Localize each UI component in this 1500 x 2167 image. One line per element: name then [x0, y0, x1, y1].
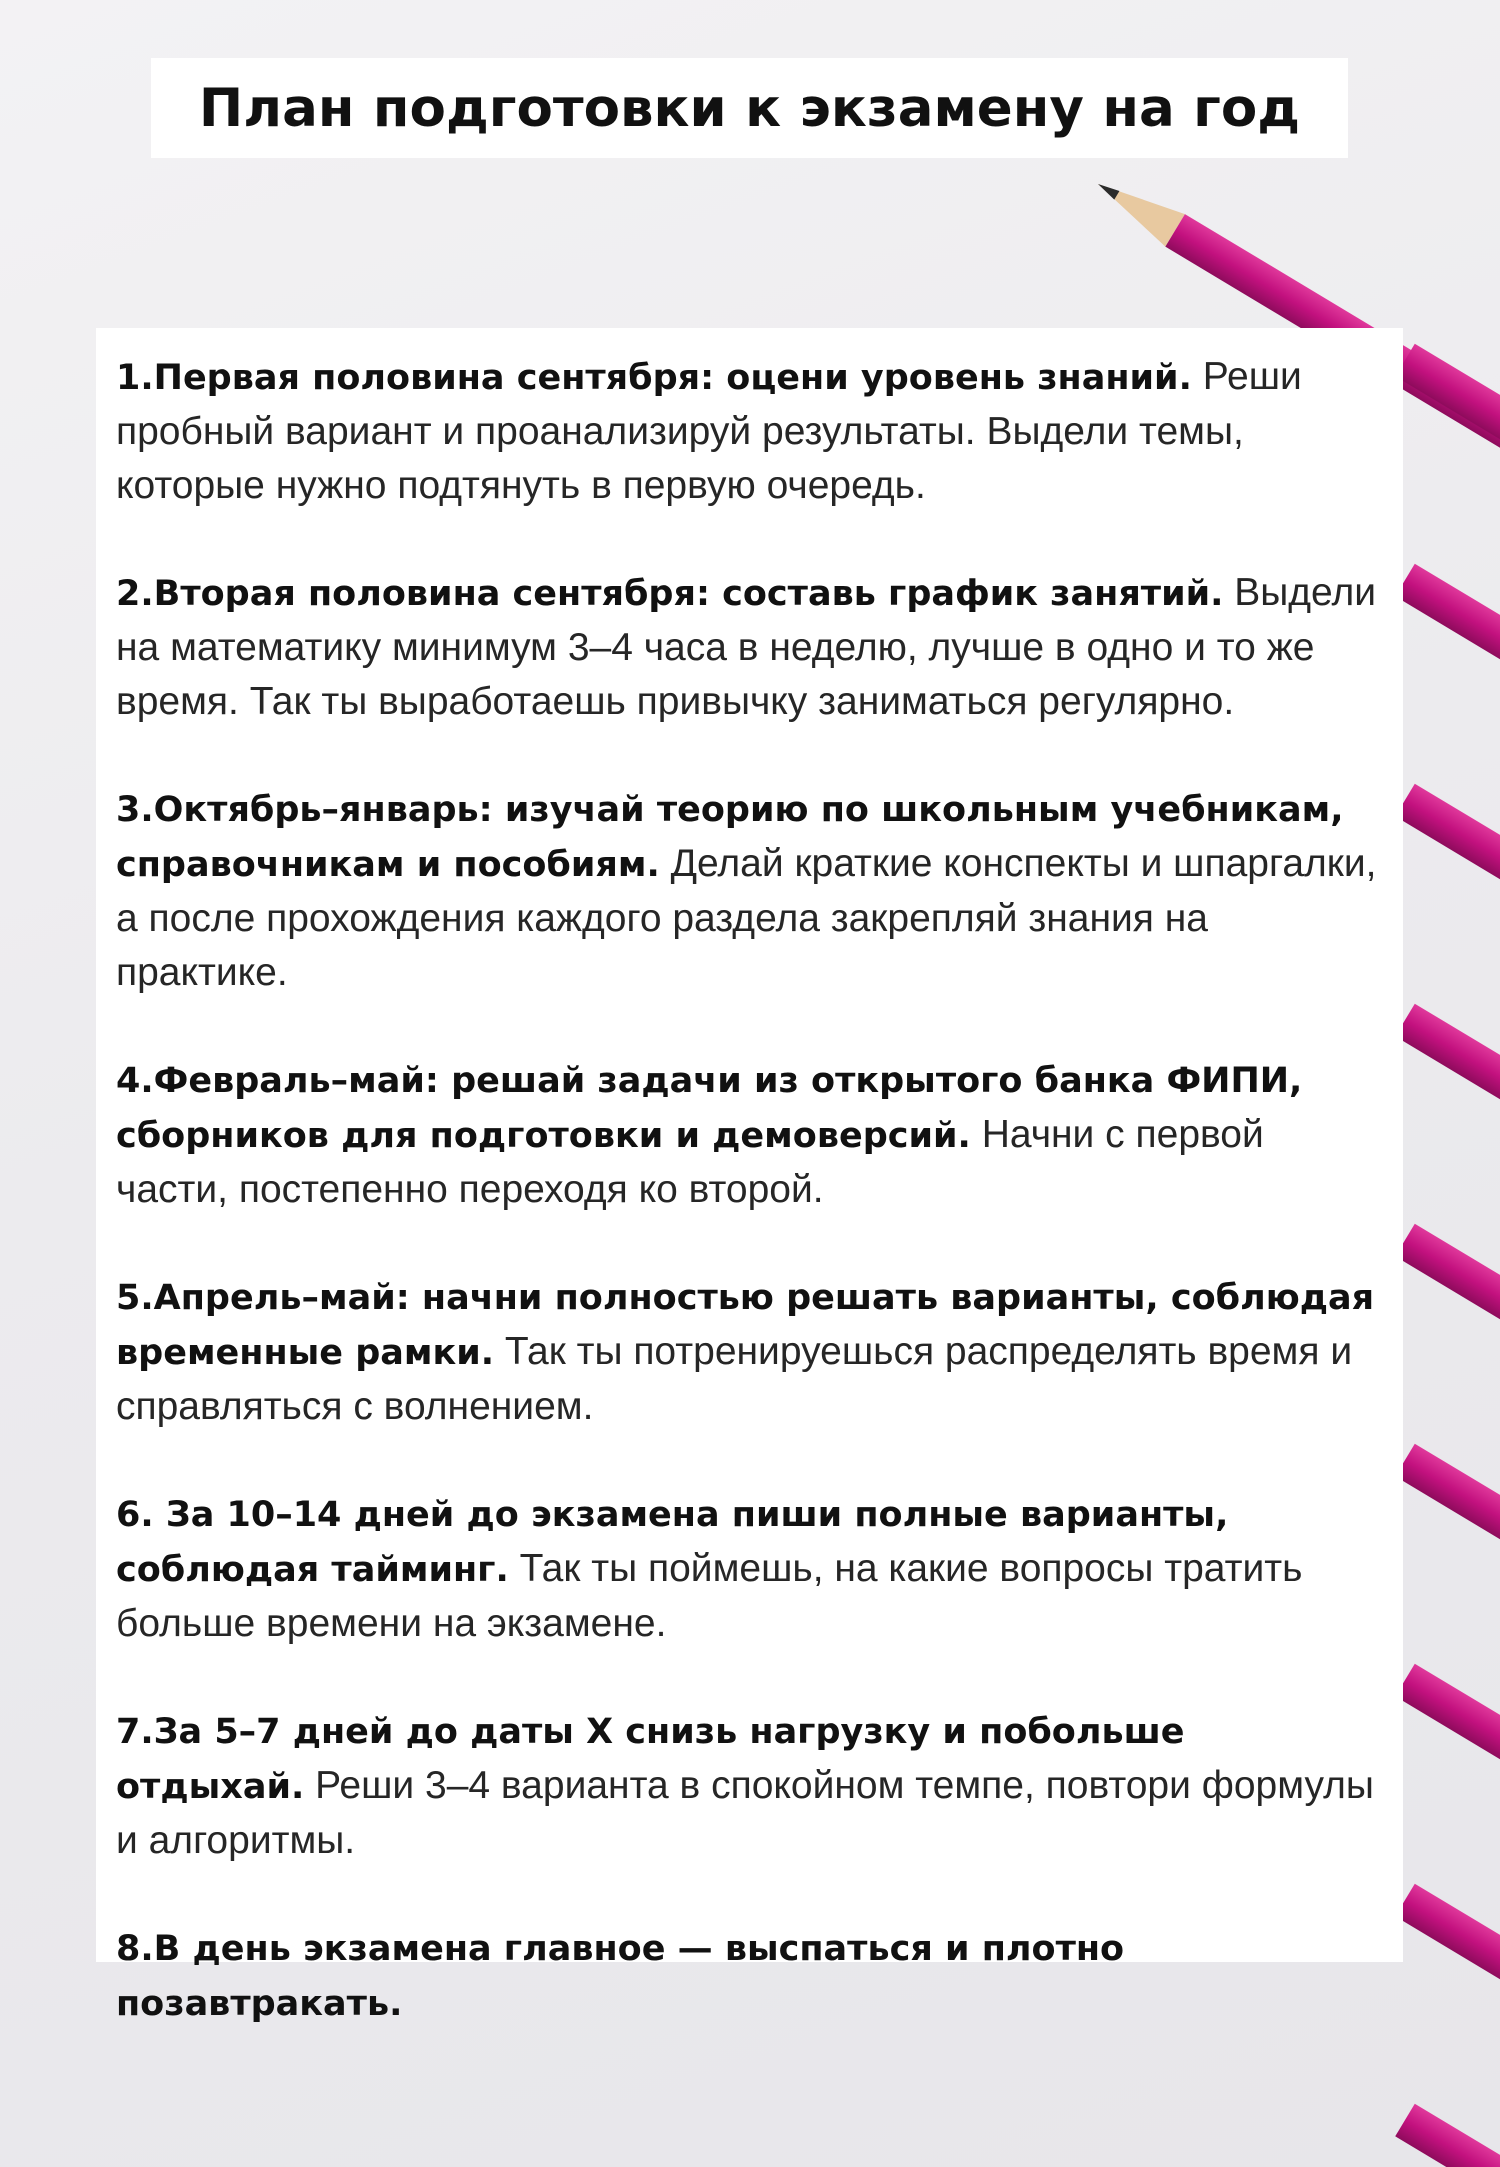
plan-step-text: Реши 3–4 варианта в спокойном темпе, повтори формулы и алгоритмы. [116, 1764, 1374, 1862]
pencil-10 [1395, 2104, 1500, 2167]
plan-step-2 [116, 566, 1383, 729]
plan-step-3 [116, 782, 1383, 1000]
plan-step-text: Выдели на математику минимум 3–4 часа в неделю, лучше в одно и то же время. Так ты выработаешь привычку заниматься регулярно. [116, 571, 1376, 723]
plan-step-heading: 8.В день экзамена главное — выспаться и плотно позавтракать. [116, 1929, 1125, 2024]
plan-step-heading: 6. За 10–14 дней до экзамена пиши полные варианты, соблюдая тайминг. [116, 1495, 1229, 1590]
plan-step-8 [116, 1921, 1383, 2031]
plan-step-heading: 5.Апрель–май: начни полностью решать варианты, соблюдая временные рамки. [116, 1278, 1375, 1373]
plan-step-5 [116, 1270, 1383, 1434]
plan-list [96, 328, 1403, 2024]
page-title: План подготовки к экзамену на год [198, 77, 1301, 139]
plan-step-text: Начни с первой части, постепенно переходя ко второй. [116, 1113, 1264, 1211]
plan-step-text: Делай краткие конспекты и шпаргалки, а после прохождения каждого раздела закрепляй знания на практике. [116, 842, 1377, 994]
plan-step-6 [116, 1487, 1383, 1651]
plan-step-heading: 7.За 5–7 дней до даты Х снизь нагрузку и побольше отдыхай. [116, 1712, 1185, 1807]
plan-step-heading: 3.Октябрь–январь: изучай теорию по школьным учебникам, справочникам и пособиям. [116, 790, 1344, 885]
plan-step-heading: 4.Февраль–май: решай задачи из открытого банка ФИПИ, сборников для подготовки и демоверсий. [116, 1061, 1303, 1156]
plan-step-7 [116, 1704, 1383, 1868]
plan-step-heading: 2.Вторая половина сентября: составь график занятий. [116, 574, 1224, 614]
plan-step-4 [116, 1053, 1383, 1217]
plan-step-heading: 1.Первая половина сентября: оцени уровень знаний. [116, 358, 1192, 398]
title-banner [151, 58, 1348, 158]
plan-step-text: Так ты потренируешься распределять время и справляться с волнением. [116, 1330, 1353, 1428]
plan-step-1 [116, 350, 1383, 513]
plan-step-text: Так ты поймешь, на какие вопросы тратить больше времени на экзамене. [116, 1547, 1303, 1645]
plan-step-text: Реши пробный вариант и проанализируй результаты. Выдели темы, которые нужно подтянуть в первую очередь. [116, 355, 1302, 507]
